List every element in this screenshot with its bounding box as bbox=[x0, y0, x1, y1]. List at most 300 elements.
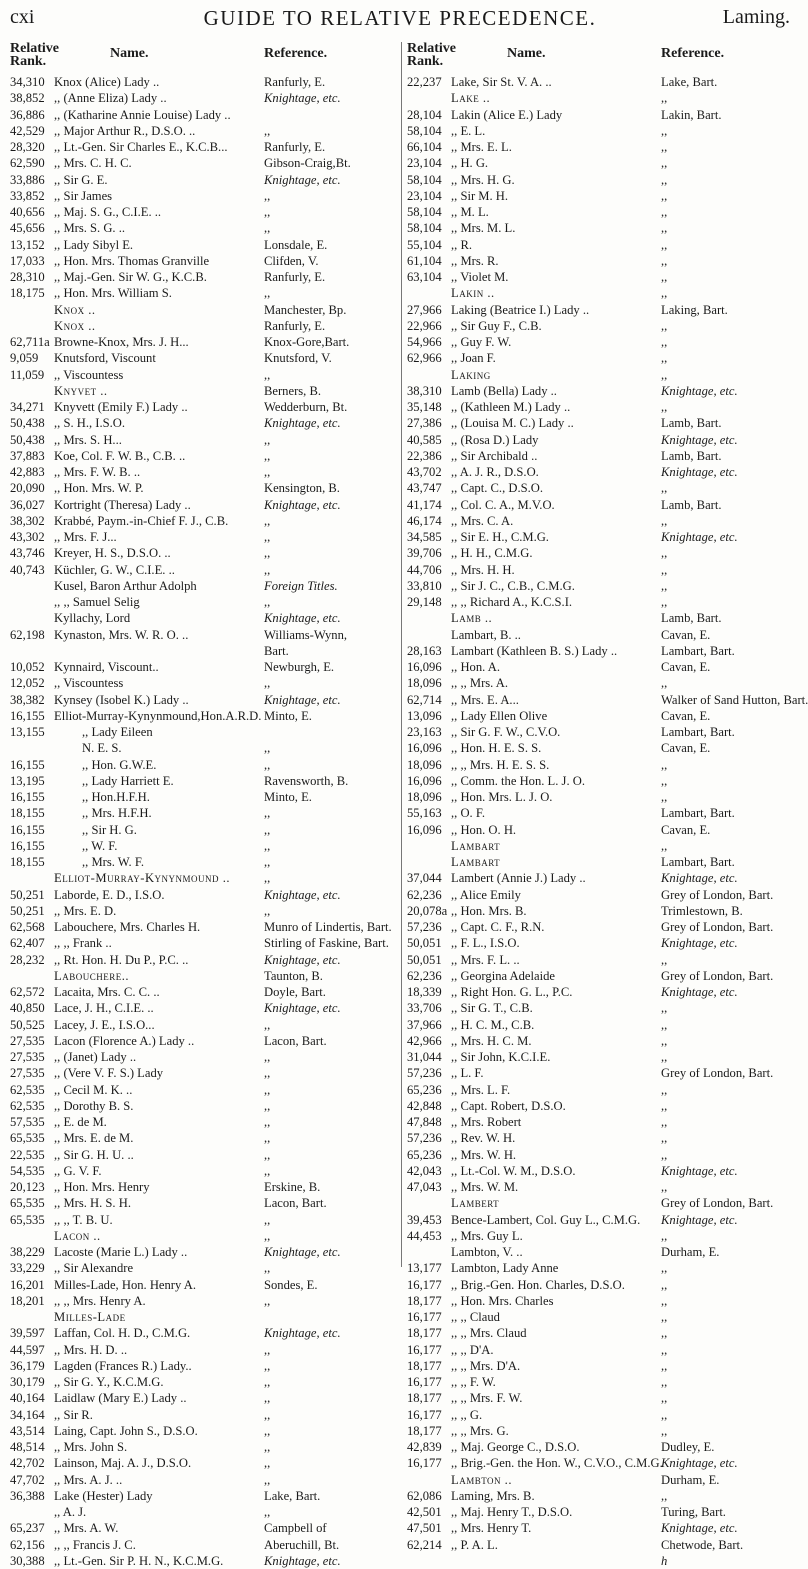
entry-name: N. E. S. bbox=[82, 741, 122, 756]
entry-reference: Berners, B. bbox=[264, 383, 322, 398]
entry-name: ,, Maj. George C., D.S.O. bbox=[451, 1440, 580, 1454]
entry-name: ,, A. J. bbox=[54, 1505, 87, 1519]
relative-rank: 62,714 bbox=[407, 692, 442, 707]
family-heading-row bbox=[407, 838, 788, 854]
entry-name: Lambert bbox=[451, 1196, 500, 1211]
entry-row bbox=[407, 1553, 788, 1569]
entry-name: ,, Mrs. M. L. bbox=[451, 221, 516, 236]
entry-reference: Knightage, etc. bbox=[661, 530, 738, 544]
relative-rank: 38,852 bbox=[10, 91, 45, 106]
entry-row bbox=[407, 1228, 788, 1244]
entry-reference: ,, bbox=[264, 757, 271, 772]
entry-reference: ,, bbox=[264, 1131, 271, 1146]
relative-rank: 38,229 bbox=[10, 1245, 45, 1259]
entry-row bbox=[10, 919, 391, 935]
relative-rank: 43,747 bbox=[407, 481, 442, 496]
entry-reference: ,, bbox=[264, 432, 271, 447]
entry-name: ,, Mrs. R. bbox=[451, 253, 499, 268]
relative-rank: 16,096 bbox=[407, 660, 442, 674]
entry-reference: Knightage, etc. bbox=[264, 1001, 341, 1016]
relative-rank: 18,177 bbox=[407, 1423, 442, 1438]
entry-reference: ,, bbox=[264, 1375, 271, 1389]
relative-rank: 22,386 bbox=[407, 448, 442, 463]
entry-row bbox=[10, 1390, 391, 1406]
relative-rank: 18,201 bbox=[10, 1293, 45, 1308]
relative-rank: 45,656 bbox=[10, 221, 45, 236]
entry-reference: ,, bbox=[661, 952, 668, 967]
entry-name: ,, R. bbox=[451, 237, 472, 252]
entry-reference: ,, bbox=[661, 546, 668, 561]
entry-reference: Bart. bbox=[264, 643, 289, 658]
relative-rank: 62,572 bbox=[10, 985, 45, 999]
relative-rank: 18,177 bbox=[407, 1326, 442, 1341]
entry-reference: ,, bbox=[264, 546, 271, 561]
entry-row bbox=[10, 1504, 391, 1520]
entry-name: ,, Violet M. bbox=[451, 270, 509, 284]
relative-rank: 42,883 bbox=[10, 465, 45, 479]
entry-reference: ,, bbox=[661, 318, 668, 333]
relative-rank: 33,229 bbox=[10, 1261, 45, 1276]
relative-rank: 27,386 bbox=[407, 416, 442, 431]
entry-reference: Knightage, etc. bbox=[264, 1326, 341, 1341]
entry-row bbox=[407, 1423, 788, 1439]
entry-row bbox=[407, 1260, 788, 1276]
relative-rank: 13,152 bbox=[10, 237, 45, 252]
relative-rank: 65,237 bbox=[10, 1521, 45, 1536]
relative-rank: 42,966 bbox=[407, 1033, 442, 1048]
entry-name: ,, ,, Samuel Selig bbox=[54, 595, 140, 609]
entry-row bbox=[407, 318, 788, 334]
entry-name: Lacey, J. E., I.S.O... bbox=[54, 1017, 155, 1032]
entry-row bbox=[10, 1277, 391, 1293]
entry-row bbox=[10, 1260, 391, 1276]
column-divider bbox=[401, 42, 402, 1267]
entry-name: Lagden (Frances R.) Lady.. bbox=[54, 1358, 192, 1373]
entry-reference: ,, bbox=[264, 205, 271, 219]
entry-name: Lakin (Alice E.) Lady bbox=[451, 107, 563, 122]
entry-name: Knyvet .. bbox=[54, 383, 108, 398]
entry-name: ,, Viscountess bbox=[54, 367, 124, 382]
family-heading-row bbox=[10, 1228, 391, 1244]
entry-reference: Minto, E. bbox=[264, 708, 312, 723]
entry-reference: ,, bbox=[661, 578, 668, 593]
relative-rank: 62,156 bbox=[10, 1537, 45, 1552]
entry-reference: ,, bbox=[264, 513, 271, 528]
relative-rank: 39,597 bbox=[10, 1326, 45, 1341]
entry-row bbox=[407, 1065, 788, 1081]
relative-rank: 42,043 bbox=[407, 1163, 442, 1178]
entry-name: ,, Mrs. E. de M. bbox=[54, 1131, 134, 1146]
entry-row bbox=[407, 692, 808, 708]
relative-rank: 43,746 bbox=[10, 546, 45, 561]
entry-row bbox=[10, 220, 391, 236]
entry-name: Laking bbox=[451, 367, 491, 382]
entry-name: Knox .. bbox=[54, 302, 96, 317]
entry-reference: Lonsdale, E. bbox=[264, 237, 328, 252]
entry-name: ,, Mrs. W. H. bbox=[451, 1147, 517, 1162]
relative-rank: 62,214 bbox=[407, 1537, 442, 1552]
entry-reference: Williams-Wynn, bbox=[264, 627, 348, 642]
entry-reference: ,, bbox=[264, 595, 271, 609]
relative-rank: 41,174 bbox=[407, 497, 442, 512]
relative-rank: 62,086 bbox=[407, 1488, 442, 1503]
entry-row bbox=[407, 74, 788, 90]
entry-name: ,, Sir John, K.C.I.E. bbox=[451, 1050, 551, 1064]
entry-name: Laming, Mrs. B. bbox=[451, 1488, 535, 1503]
entry-reference: ,, bbox=[661, 790, 668, 804]
entry-reference: ,, bbox=[661, 400, 668, 414]
relative-rank: 62,568 bbox=[10, 920, 45, 934]
relative-rank: 57,535 bbox=[10, 1115, 45, 1129]
relative-rank: 28,310 bbox=[10, 270, 45, 284]
entry-reference: ,, bbox=[264, 1261, 271, 1276]
relative-rank: 30,388 bbox=[10, 1553, 45, 1568]
entry-name: Lake .. bbox=[451, 91, 491, 106]
entry-name: Laffan, Col. H. D., C.M.G. bbox=[54, 1326, 191, 1341]
entry-row bbox=[10, 350, 391, 366]
entry-name: ,, Sir Archibald .. bbox=[451, 448, 538, 463]
entry-row bbox=[10, 952, 391, 968]
entry-row bbox=[407, 984, 788, 1000]
entry-name: ,, Sir M. H. bbox=[451, 188, 509, 203]
entry-row bbox=[407, 903, 788, 919]
entry-name: ,, Hon. Mrs. B. bbox=[451, 903, 527, 918]
entry-name: ,, W. F. bbox=[82, 838, 118, 853]
entry-row bbox=[10, 1342, 391, 1358]
entry-row bbox=[10, 1537, 391, 1553]
entry-reference: Knightage, etc. bbox=[661, 936, 738, 951]
entry-reference: Grey of London, Bart. bbox=[661, 920, 774, 934]
relative-rank: 62,966 bbox=[407, 351, 442, 366]
relative-rank: 16,177 bbox=[407, 1375, 442, 1389]
entry-name: Laidlaw (Mary E.) Lady .. bbox=[54, 1391, 187, 1406]
entry-name: Lamb .. bbox=[451, 611, 493, 626]
entry-row bbox=[407, 220, 788, 236]
entry-row bbox=[407, 1455, 788, 1471]
entry-name: Lambart bbox=[451, 838, 501, 853]
entry-reference: ,, bbox=[264, 188, 271, 203]
relative-rank: 16,155 bbox=[10, 838, 45, 853]
entry-name: ,, Right Hon. G. L., P.C. bbox=[451, 985, 573, 999]
entry-reference: Durham, E. bbox=[661, 1245, 720, 1259]
entry-name: ,, Mrs. C. H. C. bbox=[54, 156, 132, 171]
relative-rank: 57,236 bbox=[407, 1131, 442, 1146]
relative-rank: 50,438 bbox=[10, 432, 45, 447]
entry-reference: Cavan, E. bbox=[661, 660, 711, 674]
entry-row bbox=[407, 1163, 788, 1179]
entry-name: ,, Mrs. H. S. H. bbox=[54, 1196, 131, 1211]
family-heading-row bbox=[407, 854, 788, 870]
entry-name: ,, Mrs. A. W. bbox=[54, 1521, 119, 1536]
entry-reference: ,, bbox=[661, 1277, 668, 1292]
relative-rank: 54,966 bbox=[407, 335, 442, 349]
entry-row bbox=[10, 1212, 391, 1228]
entry-name: ,, Mrs. H.F.H. bbox=[82, 806, 152, 821]
entry-name: Lacon (Florence A.) Lady .. bbox=[54, 1033, 195, 1048]
entry-row bbox=[407, 123, 788, 139]
relative-rank: 18,155 bbox=[10, 855, 45, 869]
entry-name: ,, Major Arthur R., D.S.O. .. bbox=[54, 123, 196, 138]
entry-reference: ,, bbox=[661, 1342, 668, 1357]
entry-name: ,, M. L. bbox=[451, 205, 489, 219]
entry-name: ,, Capt. C., D.S.O. bbox=[451, 481, 544, 496]
entry-row bbox=[10, 432, 391, 448]
entry-reference: Ranfurly, E. bbox=[264, 318, 326, 333]
relative-rank: 13,177 bbox=[407, 1261, 442, 1276]
entry-row bbox=[10, 1439, 391, 1455]
entry-reference: Lake, Bart. bbox=[264, 1488, 321, 1503]
entry-row bbox=[10, 1472, 391, 1488]
relative-rank: 62,590 bbox=[10, 156, 45, 171]
relative-rank: 33,852 bbox=[10, 188, 45, 203]
entry-row bbox=[407, 1212, 788, 1228]
relative-rank: 39,706 bbox=[407, 546, 442, 561]
entry-name: ,, ,, Mrs. Claud bbox=[451, 1326, 527, 1341]
entry-reference: Chetwode, Bart. bbox=[661, 1537, 744, 1552]
entry-row bbox=[407, 350, 788, 366]
relative-rank: 16,177 bbox=[407, 1407, 442, 1422]
entry-reference: Cavan, E. bbox=[661, 708, 711, 723]
relative-rank: 58,104 bbox=[407, 205, 442, 219]
entry-row bbox=[10, 578, 391, 594]
entry-name: ,, Hon. H. E. S. S. bbox=[451, 741, 542, 756]
entry-row bbox=[10, 838, 391, 854]
entry-reference: ,, bbox=[264, 1082, 271, 1097]
entry-row bbox=[407, 480, 788, 496]
entry-row bbox=[10, 724, 391, 740]
relative-rank: 66,104 bbox=[407, 140, 442, 154]
entry-name: Lainson, Maj. A. J., D.S.O. bbox=[54, 1456, 192, 1471]
relative-rank: 28,320 bbox=[10, 140, 45, 154]
entry-name: Milles-Lade bbox=[54, 1310, 126, 1324]
entry-reference: Lambart, Bart. bbox=[661, 806, 735, 821]
entry-row bbox=[10, 1423, 391, 1439]
entry-row bbox=[10, 334, 391, 350]
relative-rank: 65,236 bbox=[407, 1147, 442, 1162]
page-number: cxi bbox=[10, 6, 35, 28]
entry-reference: ,, bbox=[264, 838, 271, 853]
relative-rank: 16,201 bbox=[10, 1277, 45, 1292]
entry-name: ,, G. V. F. bbox=[54, 1163, 102, 1178]
name-header: Name. bbox=[110, 46, 149, 61]
relative-rank: 13,195 bbox=[10, 773, 45, 788]
column-header bbox=[10, 42, 391, 74]
family-heading-row bbox=[407, 610, 788, 626]
relative-rank: 40,743 bbox=[10, 562, 45, 577]
entry-row bbox=[407, 1000, 788, 1016]
entry-row bbox=[407, 562, 788, 578]
family-heading-row bbox=[10, 870, 391, 886]
entry-reference: ,, bbox=[264, 1456, 271, 1471]
entry-row bbox=[10, 887, 391, 903]
entry-reference: ,, bbox=[264, 530, 271, 544]
entry-reference: Clifden, V. bbox=[264, 253, 319, 268]
entry-reference: ,, bbox=[264, 855, 271, 869]
entry-name: ,, Hon.H.F.H. bbox=[82, 790, 150, 804]
entry-reference: Knightage, etc. bbox=[264, 416, 341, 431]
entry-reference: ,, bbox=[264, 286, 271, 301]
entry-row bbox=[407, 627, 788, 643]
running-head: Laming. bbox=[722, 6, 790, 28]
entry-reference: ,, bbox=[661, 1050, 668, 1064]
entry-reference: Lambart, Bart. bbox=[661, 725, 735, 739]
entry-row bbox=[10, 805, 391, 821]
relative-rank: 28,232 bbox=[10, 952, 45, 967]
entry-row bbox=[407, 643, 788, 659]
entry-name: ,, Mrs. F. J... bbox=[54, 530, 117, 544]
entry-row bbox=[10, 1553, 391, 1569]
relative-rank: 9,059 bbox=[10, 351, 39, 366]
entry-name: ,, Sir G. H. U. .. bbox=[54, 1147, 134, 1162]
entry-row bbox=[407, 513, 788, 529]
entry-name: ,, Sir James bbox=[54, 188, 113, 203]
entry-name: ,, Capt. Robert, D.S.O. bbox=[451, 1098, 566, 1113]
entry-row bbox=[407, 1309, 788, 1325]
entry-name: ,, Mrs. Robert bbox=[451, 1115, 522, 1129]
entry-name: ,, ,, Mrs. Henry A. bbox=[54, 1293, 146, 1308]
relative-rank: 27,966 bbox=[407, 302, 442, 317]
relative-rank: 47,702 bbox=[10, 1472, 45, 1487]
entry-reference: ,, bbox=[661, 773, 668, 788]
entry-name: Kusel, Baron Arthur Adolph bbox=[54, 578, 197, 593]
family-heading-row bbox=[10, 318, 391, 334]
entry-reference: Knox-Gore,Bart. bbox=[264, 335, 350, 349]
entry-reference: ,, bbox=[264, 1163, 271, 1178]
entry-reference: ,, bbox=[661, 1147, 668, 1162]
entry-row bbox=[407, 139, 788, 155]
relative-rank: 43,702 bbox=[407, 465, 442, 479]
entry-reference: ,, bbox=[661, 91, 668, 106]
entry-row bbox=[10, 1374, 391, 1390]
entry-reference: Ranfurly, E. bbox=[264, 75, 326, 89]
entry-reference: ,, bbox=[661, 595, 668, 609]
entry-reference: ,, bbox=[264, 1358, 271, 1373]
relative-rank: 55,104 bbox=[407, 237, 442, 252]
entry-reference: ,, bbox=[661, 513, 668, 528]
relative-rank: 50,251 bbox=[10, 887, 45, 902]
entry-reference: Gibson-Craig,Bt. bbox=[264, 156, 351, 171]
entry-reference: ,, bbox=[264, 1212, 271, 1227]
entry-reference: Lamb, Bart. bbox=[661, 448, 722, 463]
relative-rank: 20,090 bbox=[10, 481, 45, 496]
entry-reference: ,, bbox=[264, 562, 271, 577]
relative-rank: 61,104 bbox=[407, 253, 442, 268]
entry-reference: Ravensworth, B. bbox=[264, 773, 349, 788]
entry-name: ,, ,, F. W. bbox=[451, 1375, 496, 1389]
entry-name: ,, S. H., I.S.O. bbox=[54, 416, 126, 431]
entry-name: ,, Viscountess bbox=[54, 676, 124, 691]
relative-rank: 36,179 bbox=[10, 1358, 45, 1373]
entry-reference: Knutsford, V. bbox=[264, 351, 332, 366]
entry-name: Elliot-Murray-Kynynmound,Hon.A.R.D. bbox=[54, 708, 262, 723]
relative-rank: 50,525 bbox=[10, 1017, 45, 1032]
entry-name: Knox .. bbox=[54, 318, 96, 333]
relative-rank: 16,096 bbox=[407, 741, 442, 756]
entry-name: ,, Mrs. John S. bbox=[54, 1440, 128, 1454]
entry-name: Laing, Capt. John S., D.S.O. bbox=[54, 1423, 198, 1438]
entry-reference: Manchester, Bp. bbox=[264, 302, 347, 317]
entry-name: ,, Mrs. S. H... bbox=[54, 432, 122, 447]
relative-rank: 33,706 bbox=[407, 1001, 442, 1016]
entry-reference: Taunton, B. bbox=[264, 968, 323, 983]
entry-reference: Minto, E. bbox=[264, 790, 312, 804]
entry-name: ,, Lady Eileen bbox=[82, 725, 153, 739]
entry-reference: Turing, Bart. bbox=[661, 1505, 726, 1519]
relative-rank: 47,501 bbox=[407, 1521, 442, 1536]
entry-reference: ,, bbox=[661, 172, 668, 187]
entry-row bbox=[407, 1537, 788, 1553]
entry-name: Lambart (Kathleen B. S.) Lady .. bbox=[451, 643, 618, 658]
entry-row bbox=[10, 464, 391, 480]
entry-name: ,, Mrs. H. G. bbox=[451, 172, 515, 187]
entry-name: ,, Lt.-Col. W. M., D.S.O. bbox=[451, 1163, 576, 1178]
relative-rank: 38,382 bbox=[10, 692, 45, 707]
entry-row bbox=[407, 1082, 788, 1098]
entry-reference: ,, bbox=[264, 741, 271, 756]
entry-name: ,, Sir Alexandre bbox=[54, 1261, 134, 1276]
relative-rank: 18,096 bbox=[407, 676, 442, 691]
entry-reference: Munro of Lindertis, Bart. bbox=[264, 920, 392, 934]
entry-name: ,, Col. C. A., M.V.O. bbox=[451, 497, 555, 512]
relative-rank: 57,236 bbox=[407, 920, 442, 934]
relative-rank: 62,236 bbox=[407, 968, 442, 983]
entry-name: ,, ,, Francis J. C. bbox=[54, 1537, 136, 1552]
entry-reference: Grey of London, Bart. bbox=[661, 968, 774, 983]
entry-name: Kynsey (Isobel K.) Lady .. bbox=[54, 692, 189, 707]
entry-reference: Lacon, Bart. bbox=[264, 1033, 327, 1048]
relative-rank: 36,886 bbox=[10, 107, 45, 122]
family-heading-row bbox=[407, 1195, 788, 1211]
entry-row bbox=[10, 1179, 391, 1195]
entry-reference: ,, bbox=[264, 1391, 271, 1406]
column-header bbox=[407, 42, 788, 74]
entry-name: Kynnaird, Viscount.. bbox=[54, 660, 159, 674]
entry-reference: Knightage, etc. bbox=[661, 985, 738, 999]
entry-name: ,, Georgina Adelaide bbox=[451, 968, 555, 983]
relative-rank: 40,656 bbox=[10, 205, 45, 219]
reference-header: Reference. bbox=[661, 46, 725, 61]
relative-rank: 27,535 bbox=[10, 1033, 45, 1048]
entry-name: ,, F. L., I.S.O. bbox=[451, 936, 520, 951]
entry-row bbox=[10, 594, 391, 610]
relative-rank: 17,033 bbox=[10, 253, 45, 268]
relative-rank: 18,096 bbox=[407, 790, 442, 804]
entry-row bbox=[407, 952, 788, 968]
entry-reference: ,, bbox=[661, 1001, 668, 1016]
entry-reference: Knightage, etc. bbox=[264, 611, 341, 626]
entry-name: Lambart bbox=[451, 855, 501, 869]
relative-rank: 13,096 bbox=[407, 708, 442, 723]
relative-rank: 16,096 bbox=[407, 822, 442, 837]
entry-row bbox=[407, 659, 788, 675]
entry-reference: Kensington, B. bbox=[264, 481, 340, 496]
entry-row bbox=[10, 675, 391, 691]
entry-row bbox=[10, 90, 391, 106]
relative-rank: 57,236 bbox=[407, 1066, 442, 1081]
entry-name: Kyllachy, Lord bbox=[54, 611, 131, 626]
name-header: Name. bbox=[507, 46, 546, 61]
relative-rank: 37,044 bbox=[407, 871, 442, 886]
relative-rank: 16,155 bbox=[10, 757, 45, 772]
relative-rank: 18,175 bbox=[10, 286, 45, 301]
relative-rank: 27,535 bbox=[10, 1066, 45, 1081]
entry-reference: Trimlestown, B. bbox=[661, 903, 743, 918]
entry-row bbox=[10, 773, 391, 789]
relative-rank: 39,453 bbox=[407, 1212, 442, 1227]
relative-rank: 42,848 bbox=[407, 1098, 442, 1113]
entry-reference: ,, bbox=[264, 1293, 271, 1308]
entry-name: Koe, Col. F. W. B., C.B. .. bbox=[54, 448, 186, 463]
